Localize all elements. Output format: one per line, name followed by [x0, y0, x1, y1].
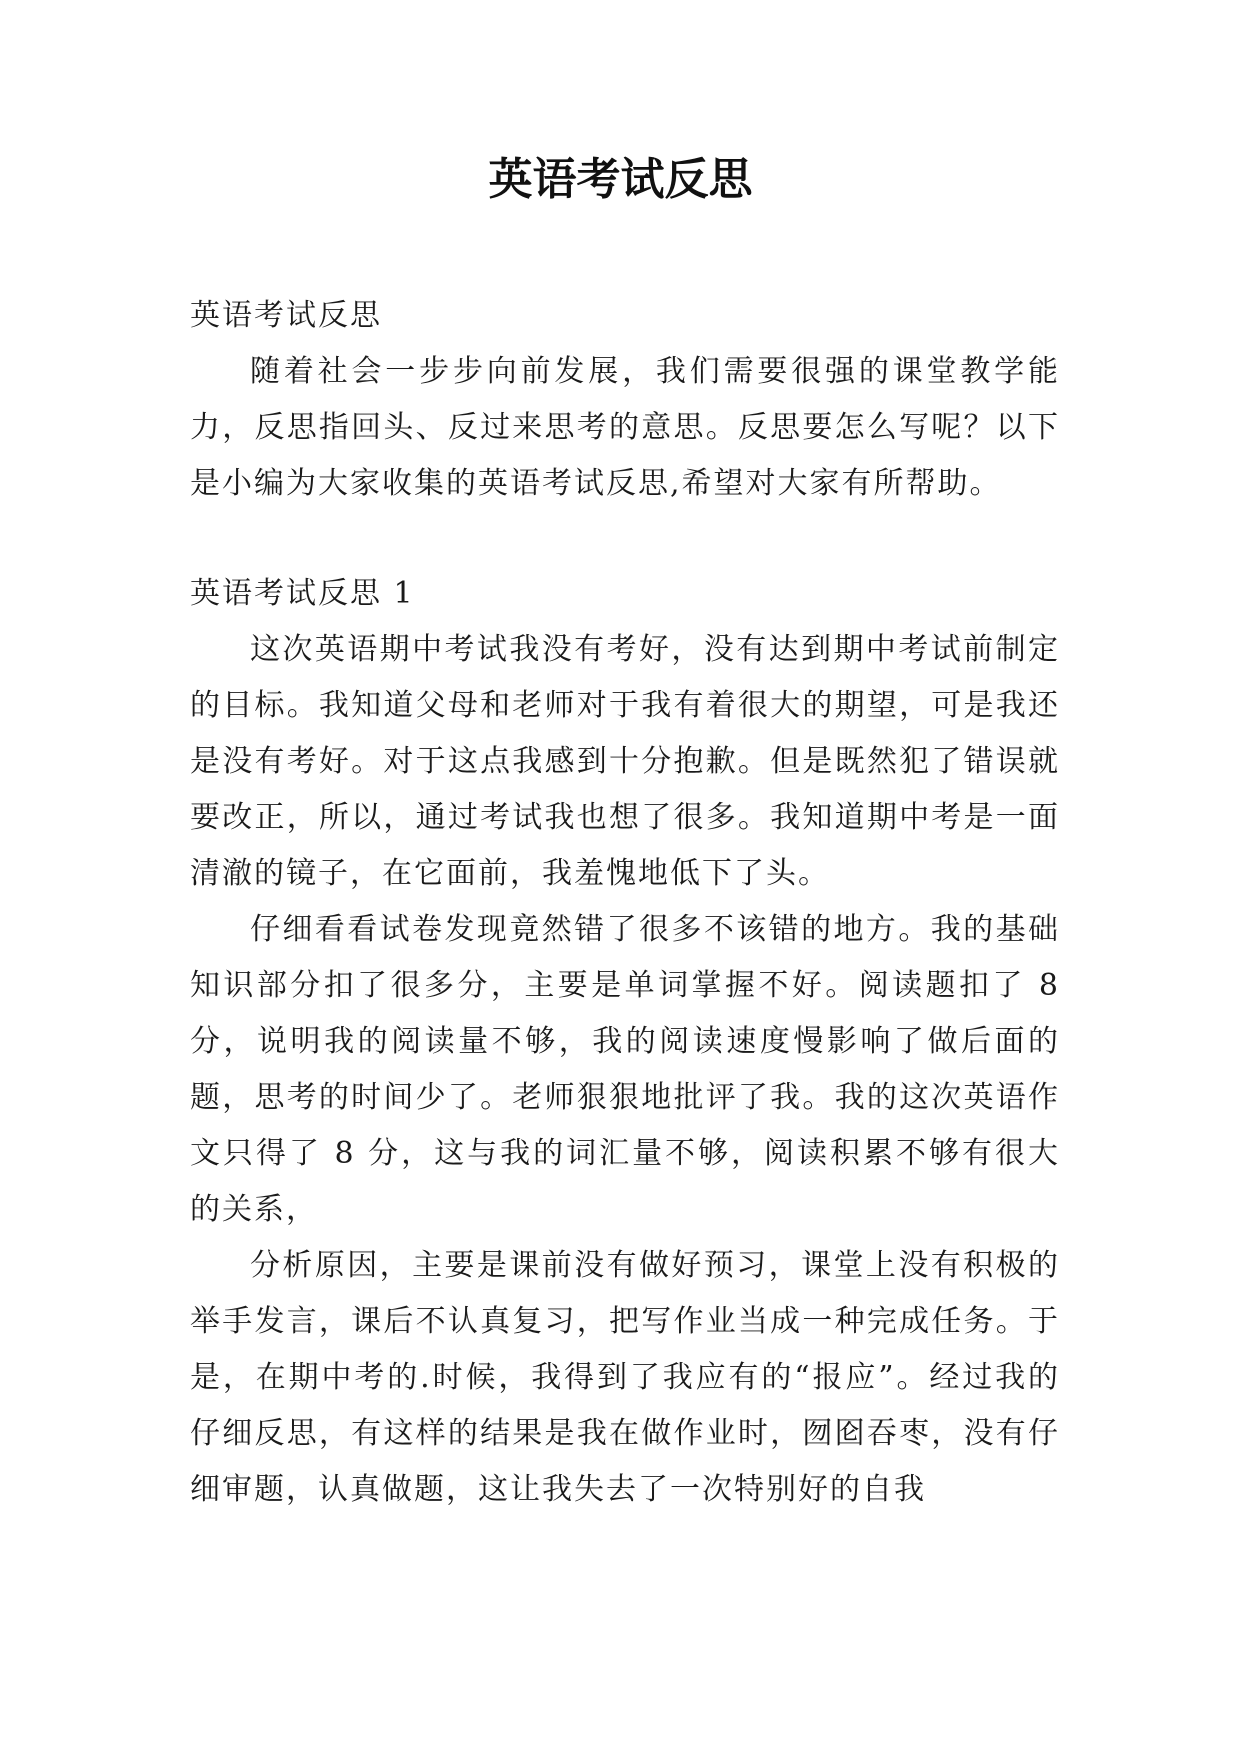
section-1-paragraph-2: 仔细看看试卷发现竟然错了很多不该错的地方。我的基础知识部分扣了很多分，主要是单词掌握不好。阅读题扣了 8 分，说明我的阅读量不够，我的阅读速度慢影响了做后面的题，思考的时间少了。老师狠狠地批评了我。我的这次英语作文只得了 8 分，这与我的词汇量不够，阅读积累不够有很大的关系， — [190, 912, 1060, 1227]
section-1-paragraph-3: 分析原因，主要是课前没有做好预习，课堂上没有积极的举手发言，课后不认真复习，把写作业当成一种完成任务。于是，在期中考的.时候，我得到了我应有的“报应”。经过我的仔细反思，有这样的结果是我在做作业时，囫囵吞枣，没有仔细审题，认真做题，这让我失去了一次特别好的自我 — [190, 1248, 1060, 1507]
document-body — [190, 288, 1060, 1518]
intro-paragraph: 随着社会一步步向前发展，我们需要很强的课堂教学能力，反思指回头、反过来思考的意思。反思要怎么写呢？以下是小编为大家收集的英语考试反思,希望对大家有所帮助。 — [190, 354, 1060, 501]
intro-heading: 英语考试反思 — [190, 298, 382, 333]
document-title: 英语考试反思 — [488, 154, 753, 205]
section-1-paragraph-1: 这次英语期中考试我没有考好，没有达到期中考试前制定的目标。我知道父母和老师对于我有着很大的期望，可是我还是没有考好。对于这点我感到十分抱歉。但是既然犯了错误就要改正，所以，通过考试我也想了很多。我知道期中考是一面清澈的镜子，在它面前，我羞愧地低下了头。 — [190, 632, 1060, 891]
section-1-heading: 英语考试反思 1 — [190, 576, 415, 611]
